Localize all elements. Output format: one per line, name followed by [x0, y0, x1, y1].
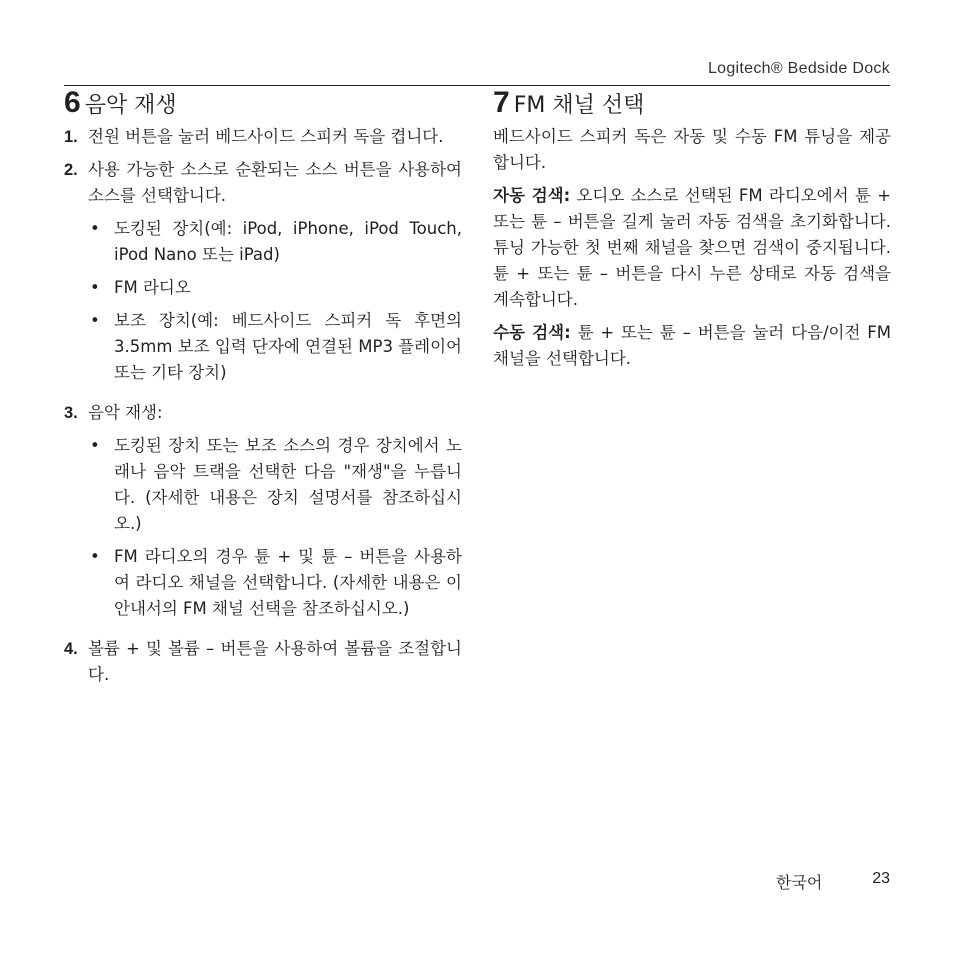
- step-text: 사용 가능한 소스로 순환되는 소스 버튼을 사용하여 소스를 선택합니다.: [88, 160, 462, 205]
- manual-search-label: 수동 검색:: [493, 323, 571, 342]
- step-item: [64, 157, 462, 393]
- auto-search-label: 자동 검색:: [493, 186, 571, 205]
- section-title: 음악 재생: [84, 93, 177, 118]
- bullet-list: [88, 216, 462, 386]
- auto-search-paragraph: [493, 183, 891, 313]
- section-title: FM 채널 선택: [513, 93, 645, 118]
- step-number: 4.: [64, 640, 78, 658]
- steps-list: [64, 124, 462, 688]
- bullet-item: [88, 275, 462, 301]
- manual-search-text: 튠 + 또는 튠 – 버튼을 눌러 다음/이전 FM 채널을 선택합니다.: [493, 323, 891, 368]
- bullet-text: 보조 장치(예: 베드사이드 스피커 독 후면의 3.5mm 보조 입력 단자에 연결된 MP3 플레이어 또는 기타 장치): [114, 311, 462, 382]
- footer-language: 한국어: [776, 873, 823, 892]
- step-item: [64, 124, 462, 150]
- bullet-icon: •: [90, 278, 100, 297]
- bullet-item: [88, 433, 462, 537]
- section-play-music: [64, 86, 462, 695]
- auto-search-text: 오디오 소스로 선택된 FM 라디오에서 튠 + 또는 튠 – 버튼을 길게 눌러 자동 검색을 초기화합니다. 튜닝 가능한 첫 번째 채널을 찾으면 검색이 중지됩니다. 튠 + 또는 튠 – 버튼을 다시 누른 상태로 자동 검색을 계속합니다.: [493, 186, 891, 309]
- header-brand: Logitech® Bedside Dock: [707, 60, 890, 77]
- bullet-icon: •: [90, 311, 100, 330]
- page-number: 23: [872, 870, 890, 887]
- bullet-text: FM 라디오: [114, 278, 191, 297]
- step-text: 음악 재생:: [88, 403, 163, 422]
- bullet-item: [88, 216, 462, 268]
- step-number: 3.: [64, 404, 78, 422]
- section-heading: [493, 86, 891, 122]
- bullet-text: 도킹된 장치(예: iPod, iPhone, iPod Touch, iPod Nano 또는 iPad): [114, 219, 462, 264]
- step-item: [64, 400, 462, 629]
- step-number: 1.: [64, 128, 78, 146]
- step-content: [88, 400, 462, 629]
- bullet-icon: •: [90, 219, 100, 238]
- bullet-item: [88, 544, 462, 622]
- header-divider: [64, 85, 890, 86]
- section-heading: [64, 86, 462, 122]
- bullet-text: 도킹된 장치 또는 보조 소스의 경우 장치에서 노래나 음악 트랙을 선택한 다음 "재생"을 누릅니다. (자세한 내용은 장치 설명서를 참조하십시오.): [114, 436, 462, 533]
- intro-paragraph: 베드사이드 스피커 독은 자동 및 수동 FM 튜닝을 제공합니다.: [493, 127, 891, 172]
- bullet-icon: •: [90, 547, 100, 566]
- step-text: 볼륨 + 및 볼륨 – 버튼을 사용하여 볼륨을 조절합니다.: [88, 639, 462, 684]
- bullet-item: [88, 308, 462, 386]
- bullet-text: FM 라디오의 경우 튠 + 및 튠 – 버튼을 사용하여 라디오 채널을 선택합니다. (자세한 내용은 이 안내서의 FM 채널 선택을 참조하십시오.): [114, 547, 462, 618]
- section-number: 7: [493, 86, 510, 119]
- bullet-list: [88, 433, 462, 622]
- section-fm-channel: [493, 86, 891, 379]
- step-number: 2.: [64, 161, 78, 179]
- step-text: 전원 버튼을 눌러 베드사이드 스피커 독을 켭니다.: [88, 127, 444, 146]
- section-number: 6: [64, 86, 81, 119]
- step-item: [64, 636, 462, 688]
- bullet-icon: •: [90, 436, 100, 455]
- manual-search-paragraph: [493, 320, 891, 372]
- step-content: [88, 157, 462, 393]
